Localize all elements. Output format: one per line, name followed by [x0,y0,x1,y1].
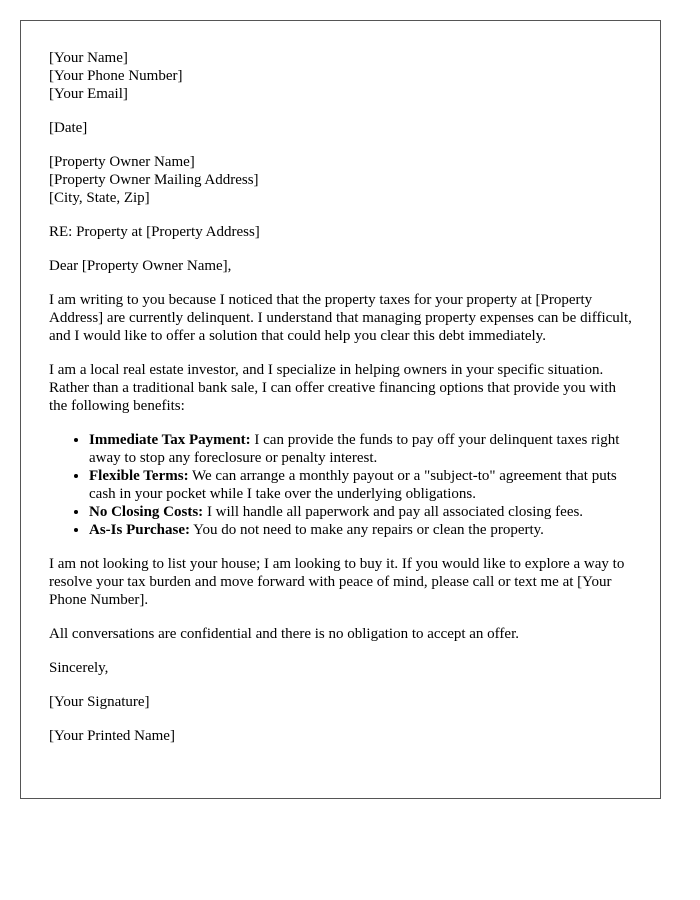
benefit-title: Immediate Tax Payment: [89,432,251,448]
body-paragraph-1: I am writing to you because I noticed that the property taxes for your property at [Property Address] are currently delinquent. I understand that managing property expenses can be difficult, and I would like to offer a solution that could help you clear this debt immediately. [49,292,632,344]
signature: [Your Signature] [49,694,150,710]
benefits-list [49,431,632,539]
benefit-title: No Closing Costs: [89,504,204,520]
recipient-city-state-zip: [City, State, Zip] [49,190,150,206]
sender-phone: [Your Phone Number] [49,68,183,84]
benefit-item [89,431,632,467]
benefit-text: I can provide the funds to pay off your delinquent taxes right away to stop any foreclosure or penalty interest. [89,432,620,466]
benefit-item [89,467,632,503]
benefit-text: I will handle all paperwork and pay all associated closing fees. [203,504,584,520]
re-line: RE: Property at [Property Address] [49,224,260,240]
recipient-address: [Property Owner Mailing Address] [49,172,259,188]
salutation: Dear [Property Owner Name], [49,258,232,274]
body-paragraph-2: I am a local real estate investor, and I specialize in helping owners in your specific situation. Rather than a traditional bank sale, I can offer creative financing options that provide you with the following benefits: [49,362,617,414]
body-paragraph-3: I am not looking to list your house; I am looking to buy it. If you would like to explore a way to resolve your tax burden and move forward with peace of mind, please call or text me at [Your Phone Number]. [49,556,625,608]
letter-document [20,20,661,799]
recipient-name: [Property Owner Name] [49,154,195,170]
body-paragraph-4: All conversations are confidential and there is no obligation to accept an offer. [49,626,519,642]
recipient-block [49,153,632,207]
sender-block [49,49,632,103]
benefit-title: Flexible Terms: [89,468,189,484]
printed-name: [Your Printed Name] [49,728,175,744]
letter-date: [Date] [49,120,88,136]
benefit-text: You do not need to make any repairs or clean the property. [189,522,544,538]
closing: Sincerely, [49,660,109,676]
benefit-text: We can arrange a monthly payout or a "subject-to" agreement that puts cash in your pocket while I take over the underlying obligations. [89,468,617,502]
benefit-title: As-Is Purchase: [89,522,190,538]
benefit-item [89,503,632,521]
benefit-item [89,521,632,539]
sender-email: [Your Email] [49,86,128,102]
sender-name: [Your Name] [49,50,128,66]
